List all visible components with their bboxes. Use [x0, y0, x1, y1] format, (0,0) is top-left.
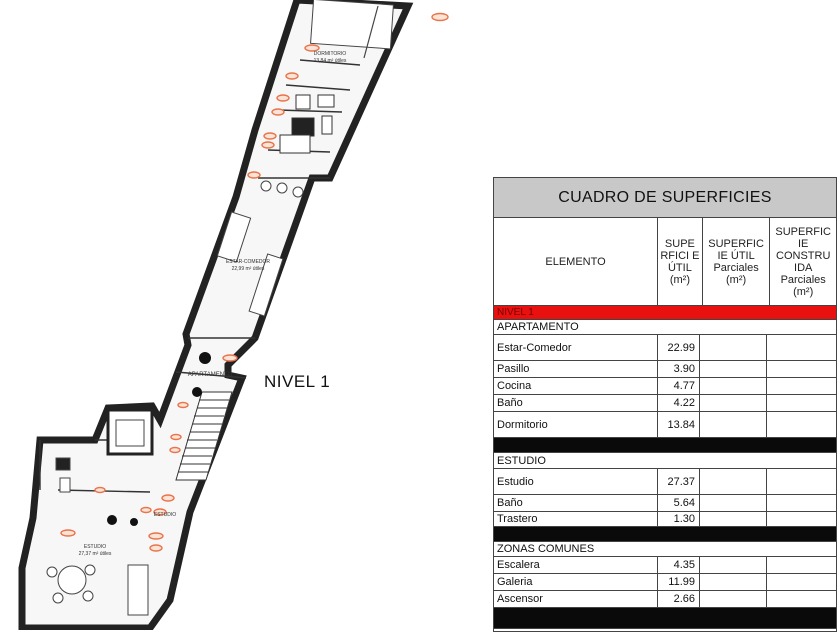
table-row: [494, 335, 836, 361]
row-value: 4.22: [658, 395, 700, 411]
level-row-label: NIVEL 1: [497, 307, 534, 318]
level-label: NIVEL 1: [264, 372, 331, 391]
room-label-estar-comedor: ESTAR-COMEDOR: [225, 259, 271, 265]
row-value: 4.77: [658, 378, 700, 394]
room-label-dormitorio: DORMITORIO: [313, 51, 347, 57]
row-name: Baño: [494, 395, 658, 411]
section-row-apartamento: [494, 320, 836, 335]
row-value: 27.37: [658, 469, 700, 494]
row-name: Dormitorio: [494, 412, 658, 437]
row-value: 4.35: [658, 557, 700, 573]
table-row: [494, 495, 836, 512]
wardrobe: [311, 0, 394, 49]
section-label: APARTAMENTO: [497, 321, 579, 333]
table-row: [494, 574, 836, 591]
room-label-estudio: ESTUDIO: [83, 544, 107, 550]
table-row: [494, 512, 836, 527]
section-label: ESTUDIO: [497, 454, 546, 467]
elevator: [108, 410, 152, 454]
section-label: ZONAS COMUNES: [497, 543, 595, 555]
table-row: [494, 378, 836, 395]
table-row: [494, 361, 836, 378]
section-row-zonas-comunes: [494, 542, 836, 557]
room-label-apartamento: APARTAMENTO: [187, 372, 233, 378]
room-label-estudio-entry: ESTUDIO: [153, 512, 177, 518]
row-value: 2.66: [658, 591, 700, 607]
section-divider: [494, 438, 836, 453]
row-name: Pasillo: [494, 361, 658, 377]
header-element: ELEMENTO: [494, 218, 658, 305]
table-row: [494, 412, 836, 438]
row-value: 5.64: [658, 495, 700, 511]
row-value: 1.30: [658, 512, 700, 526]
room-area-dormitorio: 13,84 m² útiles: [313, 58, 347, 64]
row-name: Trastero: [494, 512, 658, 526]
building-outline: [22, 0, 408, 628]
table-title: CUADRO DE SUPERFICIES: [494, 178, 836, 218]
surface-table: [493, 177, 837, 632]
row-value: 13.84: [658, 412, 700, 437]
header-construida-parciales: SUPERFIC IE CONSTRU IDA Parciales (m²): [775, 225, 831, 298]
row-value: 11.99: [658, 574, 700, 590]
row-name: Galeria: [494, 574, 658, 590]
level-row: [494, 306, 836, 320]
row-name: Baño: [494, 495, 658, 511]
row-name: Ascensor: [494, 591, 658, 607]
row-name: Escalera: [494, 557, 658, 573]
row-name: Estar-Comedor: [494, 335, 658, 360]
row-name: Cocina: [494, 378, 658, 394]
row-value: 3.90: [658, 361, 700, 377]
section-divider: [494, 527, 836, 542]
header-util: SUPE RFICI E ÚTIL (m²): [658, 218, 703, 305]
row-value: 22.99: [658, 335, 700, 360]
section-divider: [494, 608, 836, 629]
table-row: [494, 591, 836, 608]
row-name: Estudio: [494, 469, 658, 494]
table-row: [494, 557, 836, 574]
header-util-parciales: SUPERFIC IE ÚTIL Parciales (m²): [703, 218, 771, 305]
table-row: [494, 469, 836, 495]
table-header: [494, 218, 836, 306]
section-row-estudio: [494, 453, 836, 469]
room-area-estar-comedor: 22,99 m² útiles: [231, 266, 265, 272]
table-row: [494, 395, 836, 412]
room-area-estudio: 27,37 m² útiles: [78, 551, 112, 557]
